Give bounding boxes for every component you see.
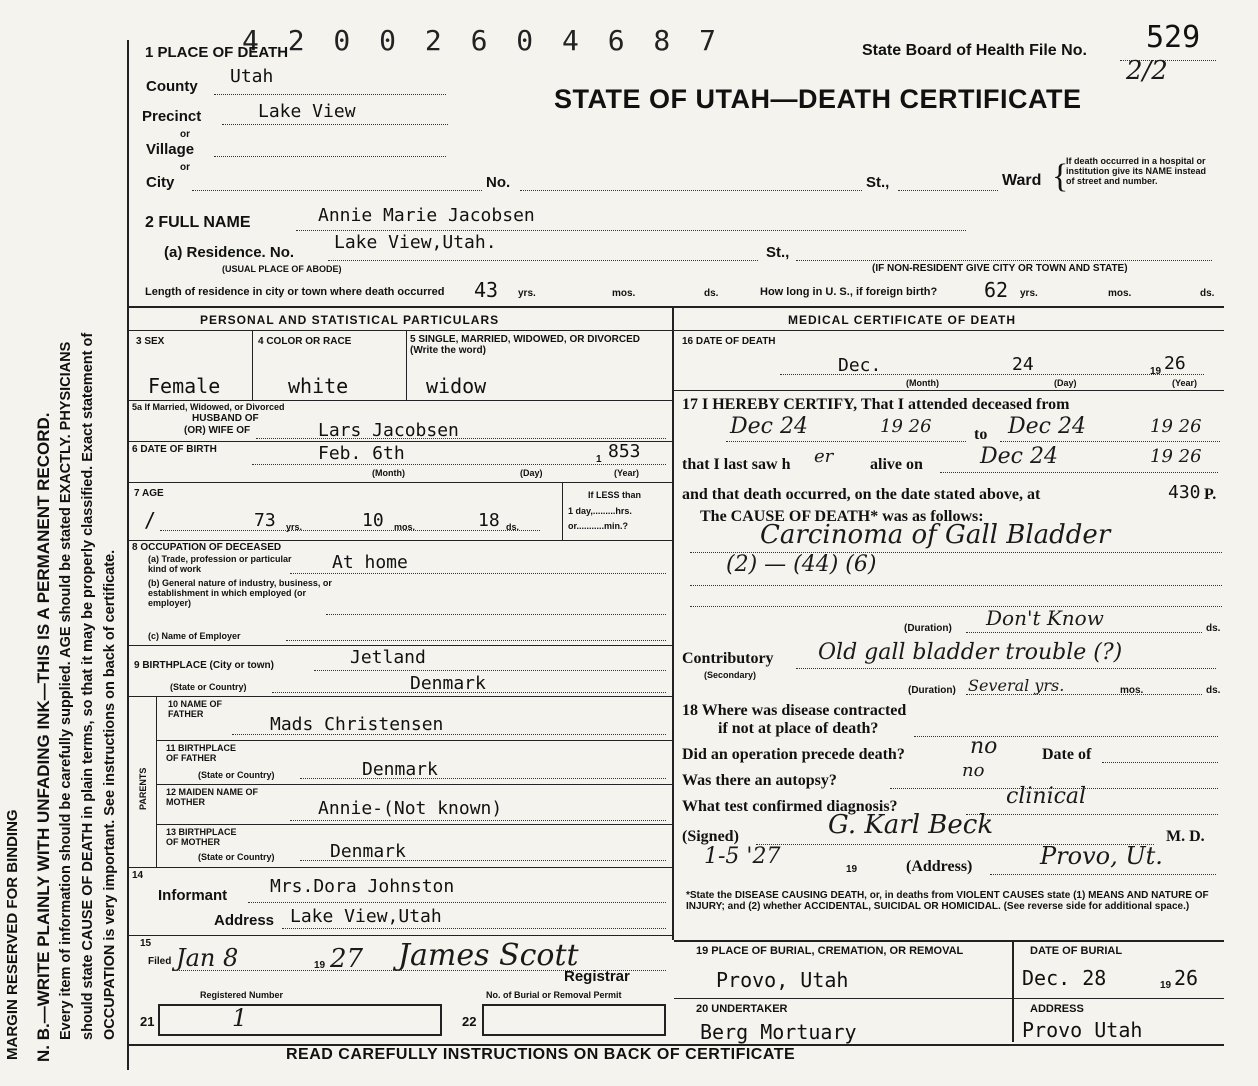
- time-suffix: P.: [1204, 486, 1217, 503]
- box-22-label: 22: [462, 1014, 477, 1029]
- husband-value: Lars Jacobsen: [318, 420, 459, 441]
- secondary-label: (Secondary): [704, 670, 757, 680]
- mother-state-label: (State or Country): [198, 852, 275, 862]
- operation-label: Did an operation precede death?: [682, 746, 905, 763]
- sign-date: 1-5 '27: [704, 844, 781, 869]
- dod-day-caption: (Day): [1054, 378, 1077, 388]
- attended-from: Dec 24: [730, 414, 808, 439]
- color-label: 4 COLOR OR RACE: [258, 336, 352, 347]
- no-label: No.: [486, 174, 511, 191]
- duration-ds-unit: ds.: [1206, 623, 1221, 634]
- dob-year: 853: [608, 441, 641, 462]
- certify-text: 17 I HEREBY CERTIFY, That I attended deceased from: [682, 396, 1070, 413]
- or-2: or: [180, 162, 190, 173]
- informant-address-label: Address: [214, 912, 275, 929]
- father-label: 10 NAME OF FATHER: [168, 699, 223, 719]
- last-saw-year: 19 26: [1150, 446, 1202, 467]
- undertaker-address: Provo Utah: [1022, 1018, 1143, 1042]
- duration-2-ds: ds.: [1206, 685, 1221, 696]
- ward-label: Ward: [1002, 172, 1042, 189]
- dob-value: Feb. 6th: [318, 443, 405, 464]
- alive-on-label: alive on: [870, 456, 923, 473]
- death-occurred-label: and that death occurred, on the date stated above, at: [682, 486, 1041, 503]
- dod-year-caption: (Year): [1172, 378, 1198, 388]
- husband-label-2: HUSBAND OF: [192, 413, 259, 424]
- burial-year-prefix: 19: [1160, 980, 1172, 991]
- cause-code: (2) — (44) (6): [726, 552, 877, 577]
- box-21-label: 21: [140, 1014, 155, 1029]
- dob-label: 6 DATE OF BIRTH: [132, 444, 217, 455]
- full-name-label: 2 FULL NAME: [145, 214, 251, 231]
- burial-date-label: DATE OF BURIAL: [1030, 945, 1123, 957]
- birthplace-country: Denmark: [410, 673, 486, 694]
- us-ds-unit: ds.: [1200, 288, 1215, 299]
- employer-label: (c) Name of Employer: [148, 631, 241, 641]
- sex-label: 3 SEX: [136, 336, 165, 347]
- husband-label-3: (OR) WIFE OF: [184, 425, 251, 436]
- us-yrs-unit: yrs.: [1020, 288, 1038, 299]
- age-mos-unit: mos.: [394, 522, 416, 532]
- brace: {: [1052, 158, 1069, 195]
- duration-value: Don't Know: [986, 606, 1104, 630]
- file-number: 529: [1146, 20, 1201, 55]
- footer-instructions: READ CAREFULLY INSTRUCTIONS ON BACK OF CERTIFICATE: [286, 1046, 796, 1063]
- mother-value: Annie-(Not known): [318, 798, 503, 819]
- section-divider: [129, 306, 1224, 308]
- less-than-label: If LESS than: [588, 490, 642, 500]
- sign-year-prefix: 19: [846, 864, 858, 875]
- dod-year-prefix: 19: [1150, 366, 1162, 377]
- age-mark: /: [144, 508, 157, 532]
- husband-label-1: 5a If Married, Widowed, or Divorced: [132, 402, 285, 412]
- undertaker-value: Berg Mortuary: [700, 1020, 857, 1044]
- autopsy-label: Was there an autopsy?: [682, 772, 837, 789]
- or-1: or: [180, 129, 190, 140]
- us-years: 62: [984, 278, 1009, 302]
- dod-month-caption: (Month): [906, 378, 939, 388]
- undertaker-label: 20 UNDERTAKER: [696, 1003, 788, 1015]
- md-label: M. D.: [1166, 828, 1205, 845]
- dob-day-caption: (Day): [520, 468, 543, 478]
- binding-note: MARGIN RESERVED FOR BINDING: [4, 809, 21, 1060]
- county-value: Utah: [230, 66, 274, 87]
- filed-no: 15: [140, 938, 152, 949]
- informant-value: Mrs.Dora Johnston: [270, 876, 455, 897]
- certificate-title: STATE OF UTAH—DEATH CERTIFICATE: [554, 84, 1082, 114]
- sex-value: Female: [148, 374, 221, 398]
- dod-day: 24: [1012, 354, 1034, 375]
- occupation-b-label: (b) General nature of industry, business, or establishment in which employed (or employer): [148, 578, 332, 608]
- dob-year-prefix: 1: [596, 454, 602, 465]
- mother-birthplace-label: 13 BIRTHPLACE OF MOTHER: [166, 827, 237, 847]
- left-border: [127, 40, 129, 1070]
- physician-address: Provo, Ut.: [1040, 842, 1163, 870]
- birthplace-label: 9 BIRTHPLACE (City or town): [134, 660, 274, 671]
- file-number-2: 2/2: [1126, 56, 1168, 86]
- length-mos-unit: mos.: [612, 288, 636, 299]
- county-label: County: [146, 78, 198, 95]
- nonresident-note: (IF NON-RESIDENT GIVE CITY OR TOWN AND STATE): [872, 263, 1128, 274]
- physician-signature: G. Karl Beck: [828, 810, 994, 840]
- dod-label: 16 DATE OF DEATH: [682, 336, 776, 347]
- attended-from-year: 19 26: [880, 416, 932, 437]
- marital-value: widow: [426, 374, 487, 398]
- age-years: 73: [254, 510, 276, 531]
- burial-place-label: 19 PLACE OF BURIAL, CREMATION, OR REMOVAL: [696, 945, 964, 957]
- age-ds-unit: ds.: [506, 522, 520, 532]
- test-label: What test confirmed diagnosis?: [682, 798, 898, 815]
- autopsy-value: no: [962, 760, 985, 781]
- length-residence-label: Length of residence in city or town where death occurred: [145, 286, 445, 298]
- instruction-line-4: OCCUPATION is very important. See instructions on back of certificate.: [102, 549, 118, 1040]
- informant-no: 14: [132, 870, 144, 881]
- length-yrs-unit: yrs.: [518, 288, 536, 299]
- dod-year: 26: [1164, 353, 1186, 374]
- instruction-line-3: should state CAUSE OF DEATH in plain terms, so that it may be properly classified. Exact statement of: [80, 332, 96, 1040]
- age-yrs-unit: yrs.: [286, 522, 303, 532]
- duration-label: (Duration): [904, 623, 952, 634]
- us-label: How long in U. S., if foreign birth?: [760, 286, 938, 298]
- occupation-label: 8 OCCUPATION OF DECEASED: [132, 542, 282, 553]
- registrar-signature: James Scott: [398, 938, 579, 973]
- residence-label: (a) Residence. No.: [164, 244, 295, 261]
- occupation-value: At home: [332, 552, 408, 573]
- operation-value: no: [970, 734, 998, 759]
- violent-causes-note: *State the DISEASE CAUSING DEATH, or, in deaths from VIOLENT CAUSES state (1) MEANS AND NATURE OF INJURY; and (2) whether ACCIDENTAL, SUICIDAL OR HOMICIDAL. (See reverse side for additional space.): [686, 890, 1209, 912]
- age-days: 18: [478, 510, 500, 531]
- marital-label: 5 SINGLE, MARRIED, WIDOWED, OR DIVORCED (Write the word): [410, 334, 641, 356]
- undertaker-address-label: ADDRESS: [1030, 1003, 1084, 1015]
- place-of-death-label: 1 PLACE OF DEATH: [145, 44, 289, 61]
- less-hrs-label: 1 day,.........hrs.: [568, 506, 632, 516]
- age-months: 10: [362, 510, 384, 531]
- full-name-value: Annie Marie Jacobsen: [318, 205, 535, 226]
- registrar-label: Registrar: [564, 968, 630, 985]
- instruction-line-2: Every item of information should be carefully supplied. AGE should be stated EXACTLY. PHYSICIANS: [58, 341, 74, 1040]
- hospital-note: If death occurred in a hospital or institution give its NAME instead of street and number.: [1066, 156, 1207, 186]
- filed-label: Filed: [148, 956, 172, 967]
- cause-of-death: Carcinoma of Gall Bladder: [760, 520, 1111, 550]
- file-no-label: State Board of Health File No.: [862, 42, 1087, 59]
- medical-header: MEDICAL CERTIFICATE OF DEATH: [788, 313, 1016, 327]
- to-label: to: [974, 426, 988, 443]
- center-divider: [672, 308, 674, 940]
- precinct-value: Lake View: [258, 101, 356, 122]
- margin-instructions: [0, 0, 125, 1086]
- city-label: City: [146, 174, 175, 191]
- birthplace-state-label: (State or Country): [170, 682, 247, 692]
- age-label: 7 AGE: [134, 488, 164, 499]
- attended-to: Dec 24: [1008, 414, 1086, 439]
- contributory-label: Contributory: [682, 650, 774, 667]
- duration-2-mos: mos.: [1120, 685, 1144, 696]
- father-state-label: (State or Country): [198, 770, 275, 780]
- q18-label: 18 Where was disease contracted: [682, 702, 907, 719]
- contributory-value: Old gall bladder trouble (?): [818, 640, 1123, 665]
- duration-2-label: (Duration): [908, 685, 956, 696]
- less-min-label: or...........min.?: [568, 521, 629, 531]
- duration-2-value: Several yrs.: [968, 676, 1065, 695]
- dob-year-caption: (Year): [614, 468, 640, 478]
- test-value: clinical: [1006, 784, 1087, 809]
- operation-date-label: Date of: [1042, 746, 1092, 763]
- burial-date: Dec. 28: [1022, 966, 1107, 990]
- registered-number: 1: [232, 1004, 248, 1032]
- cause-label: The CAUSE OF DEATH* was as follows:: [700, 508, 984, 525]
- length-years: 43: [474, 278, 499, 302]
- residence-value: Lake View,Utah.: [334, 232, 497, 253]
- burial-permit-box: [482, 1004, 666, 1036]
- mother-label: 12 MAIDEN NAME OF MOTHER: [166, 787, 259, 807]
- attended-to-year: 19 26: [1150, 416, 1202, 437]
- us-mos-unit: mos.: [1108, 288, 1132, 299]
- filed-year-prefix: 19: [314, 960, 326, 971]
- father-value: Mads Christensen: [270, 714, 444, 735]
- father-birthplace: Denmark: [362, 759, 438, 780]
- last-saw-date: Dec 24: [980, 444, 1058, 469]
- occupation-a-label: (a) Trade, profession or particular kind of work: [148, 554, 292, 574]
- length-ds-unit: ds.: [704, 288, 719, 299]
- personal-header: PERSONAL AND STATISTICAL PARTICULARS: [200, 313, 500, 327]
- mother-birthplace: Denmark: [330, 841, 406, 862]
- last-saw-pronoun: er: [814, 446, 834, 467]
- father-birthplace-label: 11 BIRTHPLACE OF FATHER: [166, 743, 237, 763]
- dod-month: Dec.: [838, 355, 882, 376]
- last-saw-label: that I last saw h: [682, 456, 791, 473]
- informant-address: Lake View,Utah: [290, 906, 442, 927]
- burial-permit-label: No. of Burial or Removal Permit: [486, 990, 622, 1000]
- burial-year: 26: [1174, 966, 1199, 990]
- burial-place: Provo, Utah: [716, 968, 849, 992]
- time-of-death: 430: [1168, 482, 1201, 503]
- informant-label: Informant: [158, 887, 228, 904]
- residence-st-label: St.,: [766, 244, 790, 261]
- filed-date: Jan 8: [176, 944, 239, 972]
- signed-label: (Signed): [682, 828, 739, 845]
- abode-note: (USUAL PLACE OF ABODE): [222, 264, 342, 274]
- registered-number-box: [158, 1004, 442, 1036]
- st-label: St.,: [866, 174, 890, 191]
- q18b-label: if not at place of death?: [718, 720, 879, 737]
- color-value: white: [288, 374, 349, 398]
- registered-number-label: Registered Number: [200, 990, 284, 1000]
- parents-label: PARENTS: [138, 767, 148, 810]
- physician-address-label: (Address): [906, 858, 973, 875]
- nb-note: N. B.—WRITE PLAINLY WITH UNFADING INK—THIS IS A PERMANENT RECORD.: [34, 412, 53, 1062]
- birthplace-city: Jetland: [350, 647, 426, 668]
- dob-month-caption: (Month): [372, 468, 405, 478]
- village-label: Village: [146, 141, 195, 158]
- stamp-number: 4 2 0 0 2 6 0 4 6 8 7: [242, 24, 723, 57]
- precinct-label: Precinct: [142, 108, 202, 125]
- filed-year: 27: [330, 944, 364, 974]
